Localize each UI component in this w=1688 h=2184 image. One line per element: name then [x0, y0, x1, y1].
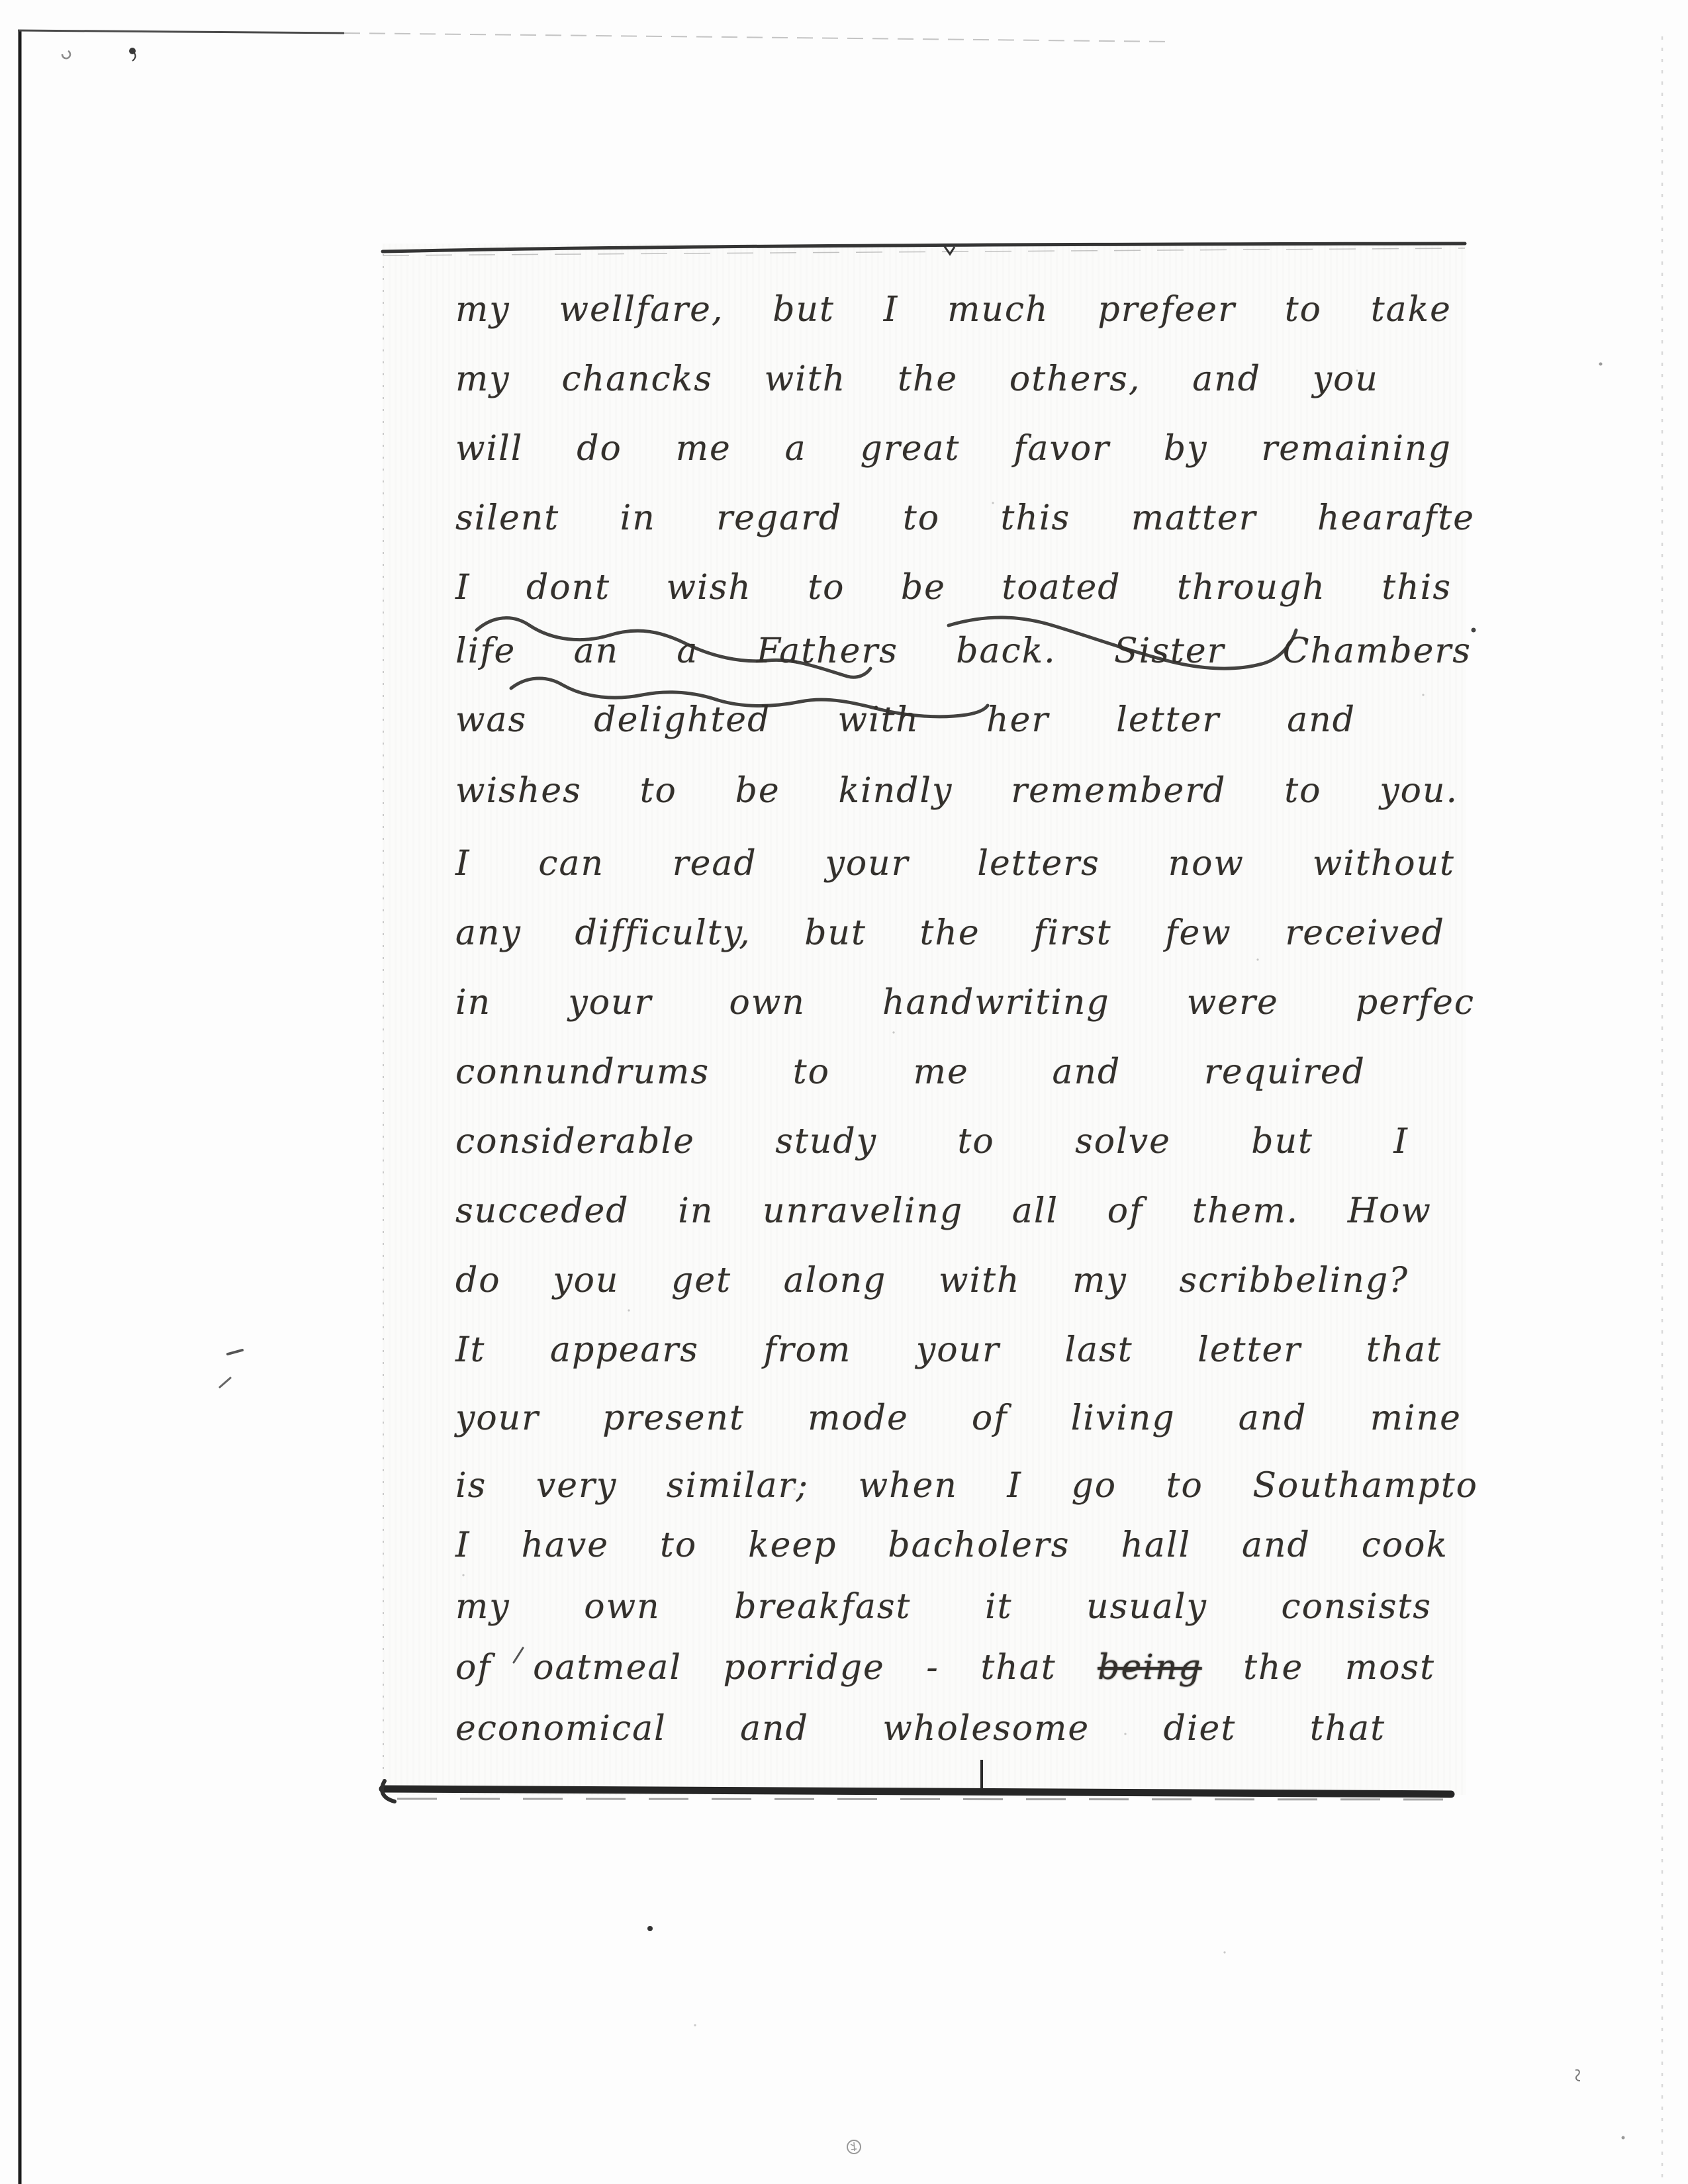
handwriting-word: through — [1177, 568, 1326, 608]
handwriting-line — [455, 688, 1356, 752]
handwriting-word: wellfare, — [559, 290, 724, 330]
handwriting-word: silent — [455, 498, 560, 538]
handwriting-word: living — [1070, 1398, 1176, 1438]
handwriting-word: Chambers — [1282, 631, 1472, 671]
handwriting-word: you — [1312, 359, 1379, 399]
handwriting-word: do — [455, 1261, 501, 1300]
handwriting-word: oatmeal — [533, 1648, 682, 1688]
handwriting-word: your — [455, 1398, 540, 1438]
handwriting-word: them. — [1192, 1191, 1299, 1231]
handwriting-word: and — [1287, 700, 1356, 740]
handwriting-word: to — [1284, 290, 1322, 330]
handwriting-word: wish — [666, 568, 752, 608]
handwriting-word: letter — [1116, 700, 1221, 740]
handwriting-word: with — [938, 1261, 1021, 1300]
handwriting-word: regard — [716, 498, 843, 538]
handwriting-word: along — [783, 1261, 887, 1300]
handwriting-word: her — [986, 700, 1050, 740]
handwriting-word: last — [1064, 1330, 1133, 1370]
handwriting-word: consists — [1281, 1587, 1432, 1627]
handwriting-line — [455, 1110, 1409, 1173]
handwriting-word: and — [1242, 1525, 1311, 1565]
handwriting-word: but — [1251, 1122, 1313, 1161]
handwriting-line — [455, 1575, 1432, 1639]
handwriting-word: I — [455, 1525, 471, 1565]
handwriting-word: breakfast — [734, 1587, 912, 1627]
handwriting-word: to — [639, 771, 677, 811]
handwriting-word: is — [455, 1466, 487, 1506]
handwriting-word: to — [902, 498, 941, 538]
handwriting-word: a — [677, 631, 699, 671]
handwriting-word: my — [455, 359, 510, 399]
handwriting-word: perfec — [1355, 983, 1475, 1023]
handwriting-word: handwriting — [882, 983, 1110, 1023]
handwriting-word: received — [1285, 913, 1445, 953]
handwriting-word: own — [729, 983, 806, 1023]
handwriting-word: your — [915, 1330, 1000, 1370]
handwriting-word: my — [1072, 1261, 1127, 1300]
handwriting-word: without — [1312, 844, 1455, 884]
handwriting-word: that — [1366, 1330, 1442, 1370]
handwriting-word: letter — [1197, 1330, 1302, 1370]
handwriting-word: difficulty, — [575, 913, 751, 953]
handwriting-word: that — [980, 1648, 1056, 1688]
handwriting-word: this — [1000, 498, 1071, 538]
handwriting-word: chancks — [561, 359, 713, 399]
handwriting-word: the — [919, 913, 980, 953]
handwriting-word: this — [1382, 568, 1452, 608]
handwriting-word: to — [1166, 1466, 1203, 1506]
handwriting-word: unraveling — [763, 1191, 964, 1231]
handwriting-word: I — [455, 568, 471, 608]
handwriting-word: remaining — [1261, 429, 1452, 469]
handwriting-word: that — [1309, 1709, 1385, 1749]
handwriting-word: life — [455, 631, 516, 671]
handwriting-line — [455, 1249, 1409, 1312]
handwriting-word: present — [602, 1398, 745, 1438]
handwriting-word: It — [455, 1330, 486, 1370]
handwriting-word: study — [775, 1122, 878, 1161]
handwriting-word: wholesome — [882, 1709, 1090, 1749]
handwriting-word: and — [1192, 359, 1261, 399]
handwriting-word: hall — [1121, 1525, 1192, 1565]
handwriting-word: now — [1168, 844, 1244, 884]
handwriting-word: to — [1284, 771, 1322, 811]
handwriting-word: but — [773, 290, 835, 330]
handwriting-word: you — [553, 1261, 620, 1300]
handwriting-word: usualy — [1086, 1587, 1207, 1627]
handwriting-line — [455, 759, 1458, 823]
handwriting-word: considerable — [455, 1122, 695, 1161]
handwriting-word: hearafte — [1317, 498, 1475, 538]
handwriting-word: of — [971, 1398, 1008, 1438]
handwriting-line — [455, 556, 1452, 619]
handwriting-word: will — [455, 429, 524, 469]
handwriting-word: a — [784, 429, 807, 469]
handwriting-word: wishes — [455, 771, 582, 811]
handwriting-word: go — [1071, 1466, 1117, 1506]
handwriting-word: appears — [550, 1330, 699, 1370]
handwriting-word: own — [584, 1587, 661, 1627]
handwriting-line — [455, 619, 1472, 683]
handwriting-word: kindly — [838, 771, 953, 811]
handwriting-word: porridge — [723, 1648, 885, 1688]
handwriting-word: solve — [1075, 1122, 1171, 1161]
handwriting-word: of — [1107, 1191, 1144, 1231]
handwriting-word: I — [883, 290, 899, 330]
handwriting-line — [455, 832, 1455, 895]
handwriting-word: mode — [808, 1398, 909, 1438]
handwriting-word: delighted — [594, 700, 771, 740]
handwriting-word: have — [521, 1525, 610, 1565]
handwriting-word: any — [455, 913, 522, 953]
handwriting-word: the — [1243, 1648, 1304, 1688]
handwriting-line — [455, 1318, 1442, 1382]
handwriting-word: but — [804, 913, 867, 953]
handwriting-line — [455, 1636, 1435, 1700]
handwriting-word: bacholers — [888, 1525, 1070, 1565]
handwriting-word: required — [1203, 1052, 1366, 1092]
handwriting-word: prefeer — [1098, 290, 1236, 330]
handwriting-word: my — [455, 290, 510, 330]
handwriting-word: of — [455, 1648, 492, 1688]
handwriting-word: me — [675, 429, 731, 469]
handwriting-word: from — [763, 1330, 852, 1370]
handwriting-word: your — [568, 983, 653, 1023]
handwriting-word: very — [536, 1466, 618, 1506]
handwriting-word: letters — [977, 844, 1100, 884]
handwriting-line — [455, 971, 1475, 1034]
handwriting-line — [455, 1454, 1478, 1518]
handwriting-line — [455, 278, 1452, 341]
handwriting-word: all — [1011, 1191, 1059, 1231]
handwriting-word: by — [1163, 429, 1208, 469]
handwriting-word: toated — [1002, 568, 1121, 608]
handwriting-word: take — [1370, 290, 1452, 330]
handwriting-word: to — [808, 568, 845, 608]
handwriting-word: be — [735, 771, 780, 811]
handwriting-word: your — [825, 844, 910, 884]
handwriting-word: me — [913, 1052, 969, 1092]
handwriting-word: scribbeling? — [1179, 1261, 1409, 1300]
handwriting-word: first — [1033, 913, 1112, 953]
handwriting-line — [455, 1514, 1448, 1577]
handwriting-word: others, — [1009, 359, 1141, 399]
handwriting-word: cook — [1361, 1525, 1448, 1565]
handwriting-word: with — [764, 359, 847, 399]
handwriting-word: matter — [1131, 498, 1257, 538]
handwriting-line — [455, 901, 1445, 965]
handwriting-word: and — [740, 1709, 809, 1749]
handwriting-word: in — [620, 498, 656, 538]
handwriting-word: to — [792, 1052, 830, 1092]
handwriting-word: connundrums — [455, 1052, 710, 1092]
handwriting-word: do — [577, 429, 622, 469]
handwriting-word: and — [1238, 1398, 1307, 1438]
handwriting-word: to — [659, 1525, 698, 1565]
handwriting-word: can — [538, 844, 604, 884]
handwriting-line — [455, 347, 1379, 411]
handwriting-line — [455, 1697, 1385, 1760]
handwriting-word: my — [455, 1587, 510, 1627]
handwriting-word: read — [672, 844, 757, 884]
handwriting-word: I — [455, 844, 471, 884]
handwriting-word: - — [926, 1648, 939, 1688]
handwriting-word: Fathers — [756, 631, 898, 671]
handwriting-word: Southampto — [1252, 1466, 1478, 1506]
handwriting-word: get — [671, 1261, 731, 1300]
handwriting-word: back. — [956, 631, 1056, 671]
handwriting-word: much — [947, 290, 1049, 330]
handwriting-word: when — [858, 1466, 958, 1506]
handwriting-word: I — [1007, 1466, 1022, 1506]
handwriting-word: keep — [748, 1525, 837, 1565]
handwriting-word: favor — [1013, 429, 1111, 469]
handwriting-word: few — [1165, 913, 1232, 953]
handwriting-word: diet — [1163, 1709, 1237, 1749]
handwriting-word: Sister — [1114, 631, 1225, 671]
handwriting-word: dont — [526, 568, 610, 608]
handwriting-word: being — [1098, 1648, 1202, 1688]
handwriting-word: were — [1186, 983, 1279, 1023]
handwriting-word: be — [900, 568, 946, 608]
handwriting-word: you. — [1380, 771, 1458, 811]
handwriting-word: great — [860, 429, 961, 469]
handwriting-word: succeded — [455, 1191, 630, 1231]
handwriting-word: mine — [1370, 1398, 1462, 1438]
handwriting-word: economical — [455, 1709, 667, 1749]
handwriting-word: most — [1344, 1648, 1435, 1688]
handwriting-word: similar; — [666, 1466, 810, 1506]
handwriting-line — [455, 417, 1452, 480]
handwriting-word: in — [678, 1191, 714, 1231]
handwriting-word: an — [573, 631, 620, 671]
handwriting-word: with — [837, 700, 919, 740]
handwriting-word: How — [1347, 1191, 1432, 1231]
handwriting-word: to — [957, 1122, 995, 1161]
handwriting-line — [455, 1040, 1366, 1104]
handwriting-word: the — [897, 359, 959, 399]
handwriting-line — [455, 486, 1475, 550]
handwriting-word: it — [985, 1587, 1013, 1627]
handwriting-word: in — [455, 983, 492, 1023]
handwriting-word: and — [1052, 1052, 1121, 1092]
handwriting-word: rememberd — [1011, 771, 1227, 811]
handwriting-word: I — [1393, 1122, 1409, 1161]
handwriting-line — [455, 1179, 1432, 1243]
handwriting-word: was — [455, 700, 528, 740]
handwriting-line — [455, 1387, 1462, 1450]
